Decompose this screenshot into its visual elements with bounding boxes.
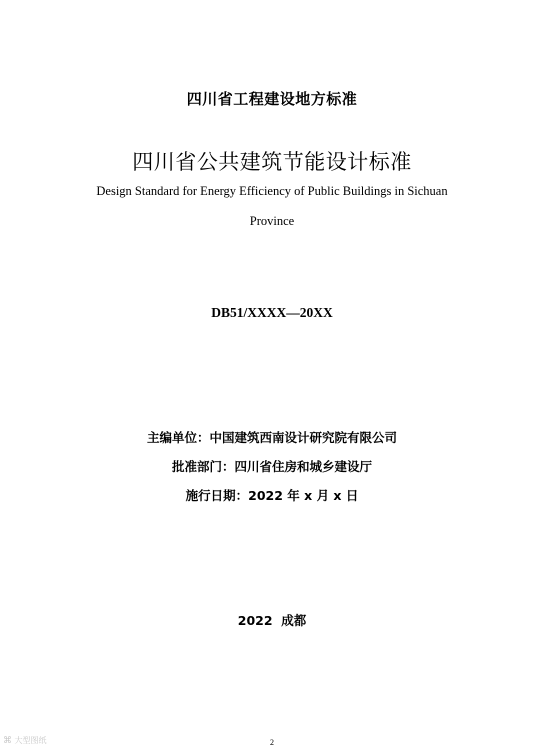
watermark xyxy=(3,735,47,746)
watermark-logo-icon: ⌘ xyxy=(3,736,12,746)
year-and-place: 2022 成都 xyxy=(237,613,307,628)
document-title-chinese: 四川省公共建筑节能设计标准 xyxy=(132,150,412,174)
editor-unit: 主编单位：中国建筑西南设计研究院有限公司 xyxy=(146,430,397,445)
watermark-text: 大型图纸 xyxy=(14,736,47,745)
standard-code: DB51/XXXX—20XX xyxy=(211,305,333,320)
document-title-english-line2: Province xyxy=(249,214,295,228)
series-title: 四川省工程建设地方标准 xyxy=(186,90,358,108)
effective-date: 施行日期：2022 年 x 月 x 日 xyxy=(185,488,359,503)
page-number: 2 xyxy=(270,738,274,747)
document-title-english-line1: Design Standard for Energy Efficiency of Public Buildings in Sichuan xyxy=(96,184,448,198)
approval-department: 批准部门：四川省住房和城乡建设厅 xyxy=(171,459,372,474)
